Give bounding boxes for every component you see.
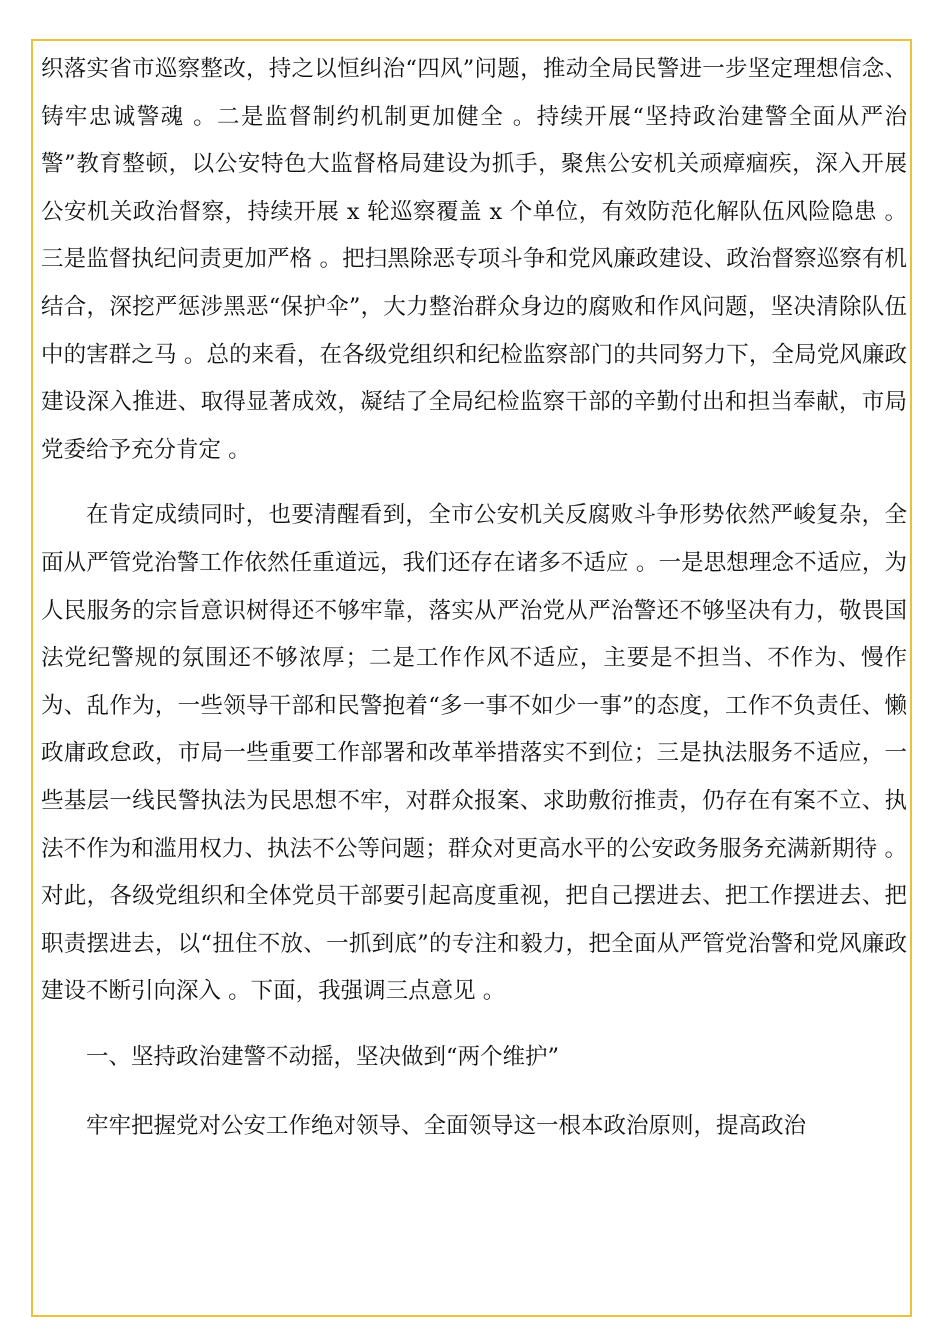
paragraph-spacer	[41, 474, 907, 492]
section-heading-1: 一、坚持政治建警不动摇，坚决做到“两个维护”	[86, 1043, 560, 1070]
paragraph-1: 织落实省市巡察整改，持之以恒纠治“四风”问题，推动全局民警进一步坚定理想信念、铸牢忠诚警魂 。二是监督制约机制更加健全 。持续开展“坚持政治建警全面从严治警”教育整顿，以公安特色大监督格局建设为抓手，聚焦公安机关顽瘴痼疾，深入开展公安机关政治督察，持续开展 x 轮巡察覆盖 x 个单位，有效防范化解队伍风险隐患 。三是监督执纪问责更加严格 。把扫黑除恶专项斗争和党风廉政建设、政治督察巡察有机结合，深挖严惩涉黑恶“保护伞”，大力整治群众身边的腐败和作风问题，坚决清除队伍中的害群之马 。总的来看，在各级党组织和纪检监察部门的共同努力下，全局党风廉政建设深入推进、取得显著成效，凝结了全局纪检监察干部的辛勤付出和担当奉献，市局党委给予充分肯定 。	[41, 56, 907, 463]
paragraph-spacer	[41, 1016, 907, 1034]
document-body	[41, 46, 907, 1151]
paragraph-3: 牢牢把握党对公安工作绝对领导、全面领导这一根本政治原则，提高政治	[86, 1113, 807, 1140]
paragraph-2: 在肯定成绩同时，也要清醒看到，全市公安机关反腐败斗争形势依然严峻复杂，全面从严管党治警工作依然任重道远，我们还存在诸多不适应 。一是思想理念不适应，为人民服务的宗旨意识树得还不够牢靠，落实从严治党从严治警还不够坚决有力，敬畏国法党纪警规的氛围还不够浓厚；二是工作作风不适应，主要是不担当、不作为、慢作为、乱作为，一些领导干部和民警抱着“多一事不如少一事”的态度，工作不负责任、懒政庸政怠政，市局一些重要工作部署和改革举措落实不到位；三是执法服务不适应，一些基层一线民警执法为民思想不牢，对群众报案、求助敷衍推责，仍存在有案不立、执法不作为和滥用权力、执法不公等问题；群众对更高水平的公安政务服务充满新期待 。对此，各级党组织和全体党员干部要引起高度重视，把自己摆进去、把工作摆进去、把职责摆进去，以“扭住不放、一抓到底”的专注和毅力，把全面从严管党治警和党风廉政建设不断引向深入 。下面，我强调三点意见 。	[41, 502, 907, 1005]
paragraph-spacer	[41, 1081, 907, 1103]
